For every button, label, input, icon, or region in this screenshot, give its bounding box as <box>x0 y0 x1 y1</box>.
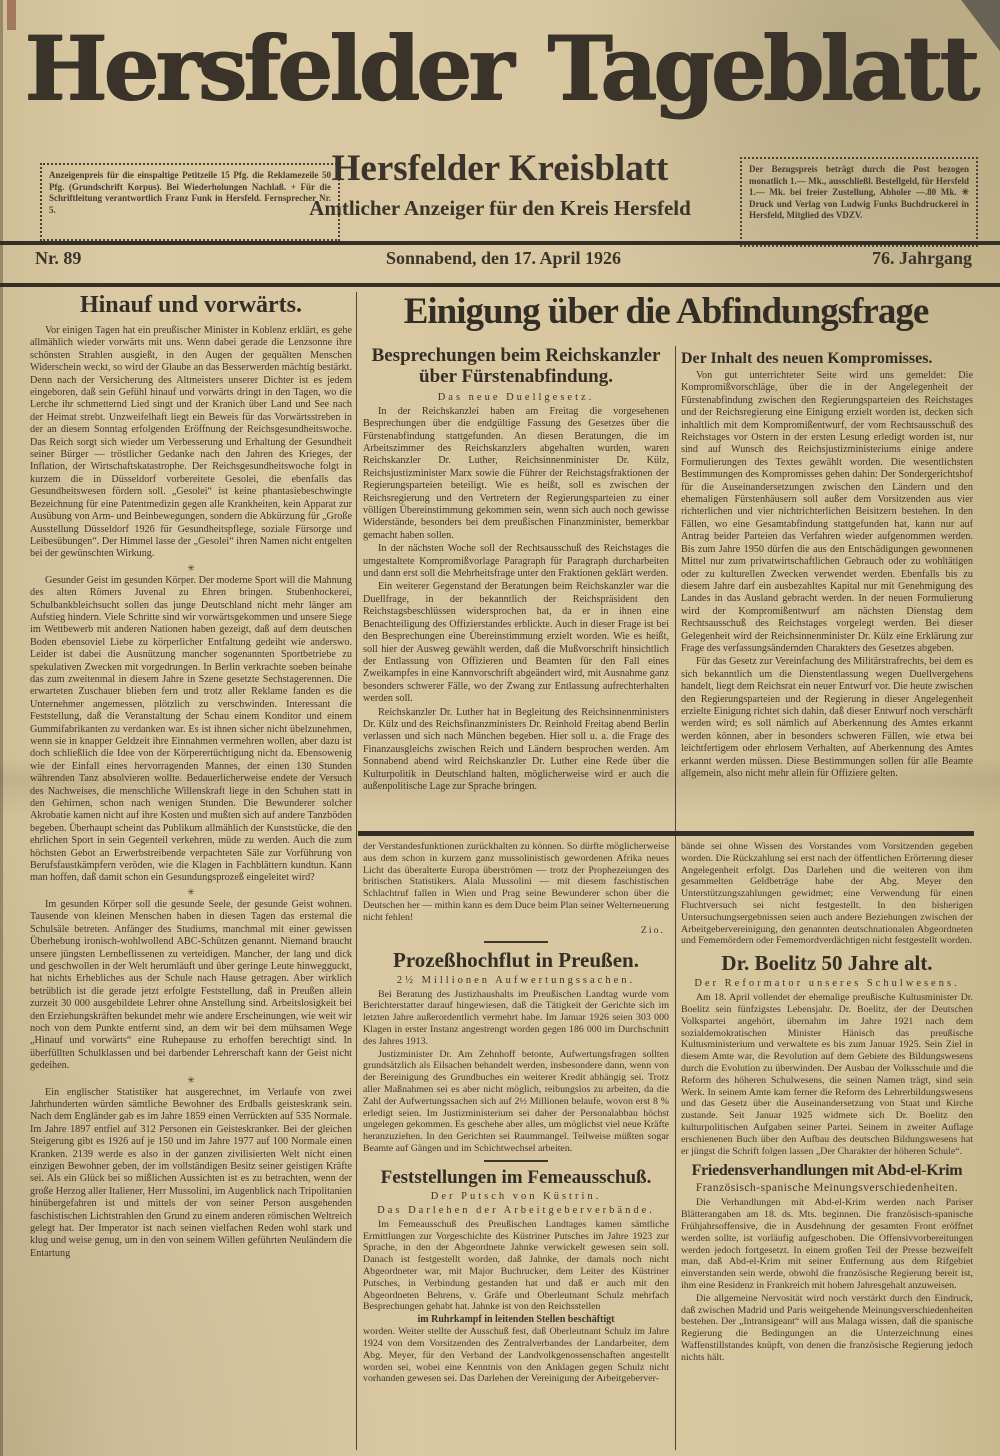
issue-number: Nr. 89 <box>35 248 82 268</box>
article-kicker: Der Putsch von Küstrin. <box>430 1190 602 1202</box>
column-rule-1 <box>356 292 357 1450</box>
paragraph: Die allgemeine Nervosität wird noch verstärkt durch den Eindruck, daß zwischen Madrid und Paris weitgehende Meinungsverschiedenheiten bestehen. Der „Intransigeant“ will aus Malaga wissen, daß die spanische Regierung die Bedingungen an die Unterzeichnung eines Waffenstillstandes knüpft, von denen die französische Regierung jedoch nichts hält. <box>681 1292 973 1363</box>
article-title: Der Inhalt des neuen Kompromisses. <box>681 350 933 367</box>
article-title: Friedensverhandlungen mit Abd-el-Krim <box>691 1162 963 1180</box>
article-title: Feststellungen im Femeausschuß. <box>380 1166 652 1188</box>
star-divider: ✳ <box>187 1074 195 1085</box>
right-column-lower <box>681 841 973 1451</box>
paragraph: In der Reichskanzlei haben am Freitag die vorgesehenen Besprechungen über die endgültige Fassung des Gesetzes über die Fürstenabfindung stattgefunden. An diesen Beratungen, die im Arbeitszimmer des Reichskanzlers abgehalten wurden, waren Reichskanzler Dr. Luther, Reichsinnenminister Dr. Külz, Reichsjustizminister Marx sowie die Führer der Reichstagsfraktionen der Regierungsparteien beteiligt. Wie es heißt, soll es zwischen der Reichsregierung und den Vertretern der Regierungsparteien zu einer völligen Übereinstimmung gekommen sein, wenn sich auch noch gewisse Widerstände, besonders bei dem preußischen Finanzminister, bemerkbar gemacht haben sollen. <box>363 405 669 541</box>
article-kicker: Französisch-spanische Meinungsverschiedenheiten. <box>695 1182 959 1195</box>
paragraph: Ein englischer Statistiker hat ausgerechnet, im Verlaufe von zwei Jahrhunderten würden sämtliche Bewohner des Erdballs geisteskrank sein. Nach dem Engländer gab es im Jahre 1859 einen Verrückten auf 535 Normale. Im Jahre 1897 entfiel auf 312 Personen ein Geisteskranker. Bei der gleichen Steigerung gibt es 1926 auf je 150 und im Jahre 1977 auf 100 Normale einen Kranken. 2139 werde es also in der ganzen zivilisierten Welt nicht einen einzigen Bewohner geben, der im vollständigen Besitz seiner geistigen Kräfte sei. Als ein Glück bei so mißlichen Aussichten ist es zu betrachten, wenn der große Herzog aller Italiener, Herr Mussolini, im Augenblick nach Tripolitanien hinübergefahren ist und mittels der von seiner Person ausgehenden faschistischen Lichtstrahlen den Grund zu einem anderen römischen Weltreich gelegt hat. Der Imperator ist nach seinen vielfachen Reden wohl stark und klug und weise genug, um in den von seinem Willen geführten Neuländern die Entartung <box>30 1086 352 1259</box>
issue-date: Sonnabend, den 17. April 1926 <box>385 248 622 268</box>
byline: Zio. <box>640 924 665 936</box>
article-hinauf-und-vorwaerts <box>30 292 352 1450</box>
article-title: Dr. Boelitz 50 Jahre alt. <box>721 951 933 976</box>
paragraph: Gesunder Geist im gesunden Körper. Der moderne Sport will die Mahnung des alten Römers Juvenal zu Ehren bringen. Stubenhockerei, Schulbankbleichsucht sollen das junge Deutschland nicht mehr länger am Aufstieg hindern. Viele Schritte sind wir vorwärtsgekommen und unsere Siege im Wettbewerb mit anderen Nationen haben gezeigt, daß auf dem deutschen Boden ebensoviel Liebe zu körperlicher Entfaltung gedeiht wie anderswo. Leider ist dabei die Ausnützung mancher sogenannten Sportbetriebe zu spekulativen Zwecken mit vorgedrungen. In Berlin verkrachte soeben beinahe das zum zweitenmal in diesem Jahre in Szene gesetzte Sechstagerennen. Die erwarteten Zuschauer blieben fern und trotz aller Reklame fanden es die Unternehmer angemessen, plötzlich zu verschwinden. Interessant die Feststellung, daß die Veranstaltung der Schau einem Konditor und einem Gummifabrikanten zu verdanken war. Es ist ihnen sicher nicht übelzunehmen, wenn sie in knapper Geldzeit ihre Einnahmen vermehren wollen, aber dazu ist doch schließlich die Idee von der Körperertüchtigung nicht da. Ebensowenig wie der Einfall eines hervorragenden Mannes, der einen 130 Stunden währenden Tanz absolvieren wollte. Bedauerlicherweise endete der Versuch des Nachweises, die menschliche Willenskraft liege in den Schuhen statt in den Gehirnen, schon nach wenigen Stunden. Die Bewunderer solcher Akrobatie kamen nicht auf ihre Kosten und mußten sich auf andere Tanzböden begeben. Überhaupt scheint das Publikum allmählich der Kunststücke, die den ehrlichen Sport in sein Gegenteil verkehren, müde zu werden. Auch die zum höchsten Gebot an Erwerbstreibende verpachteten Säle zur Vorführung von Berufsfaustkämpfern veröden, wie die Klagen in Fachblättern kundtun. Kann man hoffen, daß damit schon ein Gesundungsprozeß eingeleitet wird? <box>30 574 352 884</box>
dateline <box>0 248 1000 269</box>
paragraph: In der nächsten Woche soll der Rechtsausschuß des Reichstages die umgestaltete Kompromißvorlage Paragraph für Paragraph durcharbeiten und dann erst soll die Mehrheitsfrage unter den Fraktionen geklärt werden. <box>363 543 669 580</box>
continuation-paragraph: bände sei ohne Wissen des Vorstandes vom Vorsitzenden gegeben worden. Die Rückzahlung sei erst nach der öffentlichen Erörterung dieser Angelegenheit erfolgt. Das Darlehen und die weiteren von ihm gesammelten Geldbeträge habe der Abg. Meyer den Unterstützungszahlungen gewidmet; eine Verwendung für einen Fluchtversuch sei nicht festgestellt. In den bisherigen Untersuchungsergebnissen seien auch andere Beziehungen zwischen der Arbeitgebervereinigung, den genannten deutschnationalen Abgeordneten und Fememördern oder Fememordverdächtigen nicht festgestellt worden. <box>681 841 973 947</box>
star-divider: ✳ <box>187 562 195 573</box>
paragraph: Die Verhandlungen mit Abd-el-Krim werden nach Pariser Blätterangaben am 18. ds. Mts. beginnen. Die französisch-spanische Frühjahrsoffensive, die in Ausdehnung der gesamten Front eröffnet werden sollte, ist vorläufig aufgeschoben. Die Offensivvorbereitungen werden jedoch fortgesetzt. In einem großen Teil der Presse bezweifelt man, daß Abd-el-Krim mit seiner Entfernung aus dem Rifgebiet einverstanden sein werde, obwohl die französische Regierung bereit ist, ihm eine Residenz in Frankreich mit hohem Jahresgehalt anzuweisen. <box>681 1197 973 1291</box>
main-headline: Einigung über die Abfindungsfrage <box>403 291 929 332</box>
paragraph: Bei Beratung des Justizhaushalts im Preußischen Landtag wurde vom Berichterstatter darauf hingewiesen, daß die Tätigkeit der Gerichte sich im letzten Jahre außerordentlich vermehrt habe. Im Januar 1926 seien 303 000 Klagen in erster Instanz angestrengt worden gegen 186 000 im Durchschnitt des Jahres 1913. <box>363 988 669 1047</box>
article-kicker: Der Reformator unseres Schulwesens. <box>694 978 960 990</box>
dateline-bottom-rule <box>0 283 1000 287</box>
continuation-paragraph: der Verstandesfunktionen zurückhalten zu können. So dürfte möglicherweise aus dem schon in kurzem ganz mussolinistisch gewordenen Afrika neues Licht das überalterte Europa überströmen — trotz der Prophezeiungen des britischen Statistikers. Alala Mussolini — mit diesem faschistischen Schlachtruf fallen in Wien und Prag seine Bewunderer schon über die Deutschen her — mithin kann es dem Duce beim Plan seiner Welterneuerung nicht fehlen! <box>363 841 669 923</box>
bold-inline-line: im Ruhrkampf in leitenden Stellen beschäftigt <box>417 1314 615 1326</box>
paragraph: Im Femeausschuß des Preußischen Landtages kamen sämtliche Ermittlungen zur Vorgeschichte des Küstriner Putsches im Jahre 1923 zur Sprache, in den der Abgeordnete Jahnke verwickelt gewesen sein soll. Danach ist festgestellt worden, daß Jahnke, der damals noch nicht Abgeordneter war, mit Major Buchrucker, dem Leiter des Küstriner Putsches, in Verbindung gestanden hat und daß er auch mit den Abgeordneten Behrens, v. Gräfe und Oberleutnant Schulz mehrfach Besprechungen gehabt hat. Jahnke ist von den Reichsstellen <box>363 1218 669 1313</box>
paragraph: Justizminister Dr. Am Zehnhoff betonte, Aufwertungsfragen sollten grundsätzlich als Eilsachen behandelt werden, insbesondere dann, wenn von der Bereinigung des Grundbuches ein weiterer Kredit abhängig sei. Trotz aller Maßnahmen sei es aber nicht möglich, reibungslos zu arbeiten, da die Zahl der Aufwertungssachen sich auf 2½ Millionen belaufe, wovon erst 8 % erledigt seien. Im Justizministerium sei daher der Personalabbau höchst ungelegen gekommen. Es geschehe aber alles, um möglichst viel neue Kräfte heranzuziehen. In den Gerichten sei Raummangel. Teilweise müßten sogar Beamte auf Gängen und im Schichtwechsel arbeiten. <box>363 1048 669 1154</box>
middle-column-lower <box>363 841 669 1451</box>
article-title: Prozeßhochflut in Preußen. <box>393 947 639 972</box>
paragraph: Am 18. April vollendet der ehemalige preußische Kultusminister Dr. Boelitz sein fünfzigstes Lebensjahr. Dr. Boelitz, der der Deutschen Volkspartei angehört, übernahm im Jahre 1921 nach dem sozialdemokratischen Minister Hänisch das preußische Kultusministerium und verwaltete es bis zum Januar 1925. Sein Ziel in diesem Amte war, die Revolution auf dem Gebiete des Bildungswesens durch die Evolution zu überwinden. Der Ausbau der Volksschule und die Reform des höheren Schulwesens, die seinen Namen trägt, sind sein Werk. In seinem Amte kam ferner die Reform des Lehrerbildungswesens und das Gesetz über die Auseinandersetzung von Staat und Kirche zustande. Seit Januar 1925 widmete sich Dr. Boelitz den kulturpolitischen Aufgaben seiner Partei. Seinem in zweiter Auflage erschienenen Buch über den Aufbau des deutschen Bildungswesens hat er jüngst die Schrift folgen lassen „Der Charakter der höheren Schule“. <box>681 992 973 1157</box>
article-title: Hinauf und vorwärts. <box>79 292 303 318</box>
short-divider <box>484 941 548 943</box>
paragraph: Von gut unterrichteter Seite wird uns gemeldet: Die Kompromißvorschläge, über die in der Angelegenheit der Fürstenabfindung zwischen den Regierungsparteien des Reichstages und der Reichsregierung eine Einigung erzielt worden ist, decken sich inhaltlich mit dem Kompromißentwurf, der vom Rechtsausschuß des Reichstages vor Ostern in der ersten Lesung erledigt worden ist, nur sind auf Wunsch des Reichsjustizministeriums einige andere Formulierungen des Textes gewählt worden. Die wesentlichsten Bestimmungen des Kompromisses gehen dahin: Der Sondergerichtshof für die Auseinandersetzungen zwischen den Ländern und den ehemaligen Fürstenhäusern soll außer dem Vorsitzenden aus vier richterlichen und vier nichtrichterlichen Beisitzern bestehen. In den Fällen, wo eine Gesamtabfindung stattgefunden hat, kann nur auf Antrag beider Parteien das Verfahren wieder aufgenommen werden. Bis zum Jahre 1950 dürfen die aus den Entschädigungen gewonnenen Mittel nur zum privatwirtschaftlichen Gebrauch oder zu wohltätigen oder zu kulturellen Zwecken verwendet werden. Ebenfalls bis zu diesem Jahre darf ein ausbezahltes Kapital nur mit Genehmigung des Landes in das Ausland gebracht werden. In der neuen Formulierung wird der Kompromißentwurf am nächsten Dienstag dem Rechtsausschuß des Reichstages vorgelegt werden. Bei dieser Gelegenheit wird der Reichsinnenminister Dr. Külz eine Erklärung zur Frage des verfassungsändernden Charakters des Gesetzes abgeben. <box>681 370 973 654</box>
paragraph: Vor einigen Tagen hat ein preußischer Minister in Koblenz erklärt, es gehe allmählich wieder vorwärts mit uns. Wenn dabei gerade die Lenzsonne ihre schönsten Strahlen ausgießt, in den Augen der gequälten Menschen Widerschein weckt, so wird der Glaube an das Besserwerden mächtig bestärkt. Denn nach der Versicherung des Altmeisters unserer Dichter ist es jedem eingeboren, daß sein Gefühl hinauf und vorwärts dringt in den Tagen, wo die Lerche ihr schmetternd Lied singt und der Kranich über Land und See nach der Heimat strebt. Unzweifelhaft liegt ein Beweis für das Vorwärtsstreben in der an diesem Sonntag erfolgenden Eröffnung der Reichsgesundheitswoche. Das Reich sorgt sich wieder um Verbesserung und Erhaltung der Gesundheit seiner Bürger — tröstlicher Gedanke nach den Jahren des Krieges, der Inflation, der Wirtschaftskatastrophe. Der Reichsgesundheitswoche folgt in kurzem die in Düsseldorf vorbereitete Gesolei, die ebenfalls das Gesundheitswesen fördern soll. „Gesolei“ ist keine phantasiebeschwingte Bezeichnung für eine Patentmedizin gegen alle Krankheiten, kein Apparat zur Ausübung von Arm- und Beinbewegungen, sondern die Abkürzung für „Große Ausstellung Düsseldorf 1926 für Gesundheitspflege, soziale Fürsorge und Leibesübungen“. Der Himmel lasse der „Gesolei“ ihren Namen nicht entgelten bei der gewünschten Wirkung. <box>30 325 352 560</box>
article-kicker: Das neue Duellgesetz. <box>437 391 595 403</box>
section-rule <box>358 831 974 836</box>
star-divider: ✳ <box>187 886 195 897</box>
article-title: Besprechungen beim Reichskanzler über Fürstenabfindung. <box>371 346 661 387</box>
paragraph: worden. Weiter stellte der Ausschuß fest, daß Oberleutnant Schulz im Jahre 1924 von dem Vorsitzenden des Zentralverbandes der Landarbeiter, dem Abg. Meyer, für den Verband der Landvolkgenossenschaften angestellt worden sei, wobei eine Kenntnis von den Anklagen gegen Schulz nicht vorhanden gewesen sei. Das Darlehen der Vereinigung der Arbeitgeberver- <box>363 1326 669 1385</box>
article-kicker: Das Darlehen der Arbeitgeberverbände. <box>377 1204 655 1216</box>
paragraph: Für das Gesetz zur Vereinfachung des Militärstrafrechts, bei dem es sich bekanntlich um die Dienstentlassung wegen Duellvergehens handelt, liegt dem Reichsrat ein neuer Entwurf vor. Die heute zwischen den Regierungsparteien und der Regierung in dieser Angelegenheit erzielte Einigung richtet sich dahin, daß dieser Entwurf noch verschärft werden wird; es soll nämlich auf Aberkennung des Amtes erkannt werden können, aber in besonders schweren Fällen, wie etwa bei leichtfertigem oder ehrlosem Verhalten, auf Aberkennung des Amtes erkannt werden müssen. Diese Bestimmungen sollen für alle Beamte allgemein, also nicht mehr allein für Offiziere gelten. <box>681 656 973 779</box>
article-kicker: 2½ Millionen Aufwertungssachen. <box>396 974 636 986</box>
ad-price-box: Anzeigenpreis für die einspaltige Petitzeile 15 Pfg. die Reklamezeile 50 Pfg. (Grundschrift Korpus). Bei Wiederholungen Nachlaß. + Für die Schriftleitung verantwortlich Franz Funk in Hersfeld. Fernsprecher Nr. 5. <box>40 163 340 241</box>
volume: 76. Jahrgang <box>871 248 972 268</box>
masthead-subtitle: Hersfelder Kreisblatt <box>331 148 669 189</box>
article-kompromiss <box>681 350 973 826</box>
paragraph: Reichskanzler Dr. Luther hat in Begleitung des Reichsinnenministers Dr. Külz und des Reichsfinanzministers Dr. Reinhold Freitag abend Berlin verlassen und sich nach München begeben. Hier soll u. a. die Frage des Finanzausgleichs zwischen Reich und Ländern besprochen werden. Am Sonnabend abend wird Reichskanzler Dr. Luther eine Rede über die Kulturpolitik in Deutschland halten, möglicherweise wird er auch die außenpolitische Lage zur Sprache bringen. <box>363 706 669 792</box>
top-rule <box>0 241 1000 245</box>
short-divider <box>484 1160 548 1162</box>
masthead-title: Hersfelder Tageblatt <box>24 16 976 120</box>
masthead-subsubtitle: Amtlicher Anzeiger für den Kreis Hersfeld <box>309 196 691 220</box>
subscription-box: Der Bezugspreis beträgt durch die Post bezogen monatlich 1.— Mk., ausschließl. Bestellgeld, für Hersfeld 1.— Mk. bei freier Zustellung, Abholer —.80 Mk. ✳ Druck und Verlag von Ludwig Funks Buchdruckerei in Hersfeld, Mitglied des VDZV. <box>740 157 978 247</box>
column-rule-2 <box>675 346 676 1450</box>
article-besprechungen <box>363 346 669 826</box>
paragraph: Im gesunden Körper soll die gesunde Seele, der gesunde Geist wohnen. Tausende von kleinen Menschen haben in diesen Tagen das erstemal die Schulsäle betreten. Anfänger des Studiums, manchmal mit einer gewissen Überhebung ironisch-wohlwollend ABC-Schützen genannt. Niemand braucht unsere jüngsten Lernbeflissenen zu verteidigen. Mancher, der lang und dick und geschwollen in der Welt herumläuft und über geringe Leute hinwegguckt, hat nichts Erhebliches aus der Schule nach Hause getragen. Aber wirklich betrüblich ist die gerade jetzt erfolgte Feststellung, daß in Preußen allein zurzeit 30 000 ausgebildete Lehrer ohne Anstellung sind. Arbeitslosigkeit bei den Erziehungskräften bekundet mehr wie andere Erscheinungen, wie weit wir noch von dem Punkte entfernt sind, an dem wir bei dem mühsamen Wege „Hinauf und vorwärts“ eine Ruhepause zu erhoffen berechtigt sind. In überfüllten Schulklassen und bei darbender Lehrerschaft kann der Geist nicht gedeihen. <box>30 898 352 1072</box>
paragraph: Ein weiterer Gegenstand der Beratungen beim Reichskanzler war die Duellfrage, in der bekanntlich der Reichspräsident den Reichstagsbeschlüssen widersprochen hat, da er in ihnen eine Benachteiligung des Offizierstandes erblickte. Auch in dieser Frage ist bei den Besprechungen eine Übereinstimmung erzielt worden. Wie es heißt, soll hier der Ausweg gewählt werden, daß die Mußvorschrift hinsichtlich der Entlassung von Offizieren und Beamten für den Fall eines Zweikampfes in eine Kannvorschrift abgeändert wird, mit Ausnahme ganz besonders schwerer Fälle, wo der Zwang zur Entlassung aufrechterhalten werden soll. <box>363 581 669 705</box>
